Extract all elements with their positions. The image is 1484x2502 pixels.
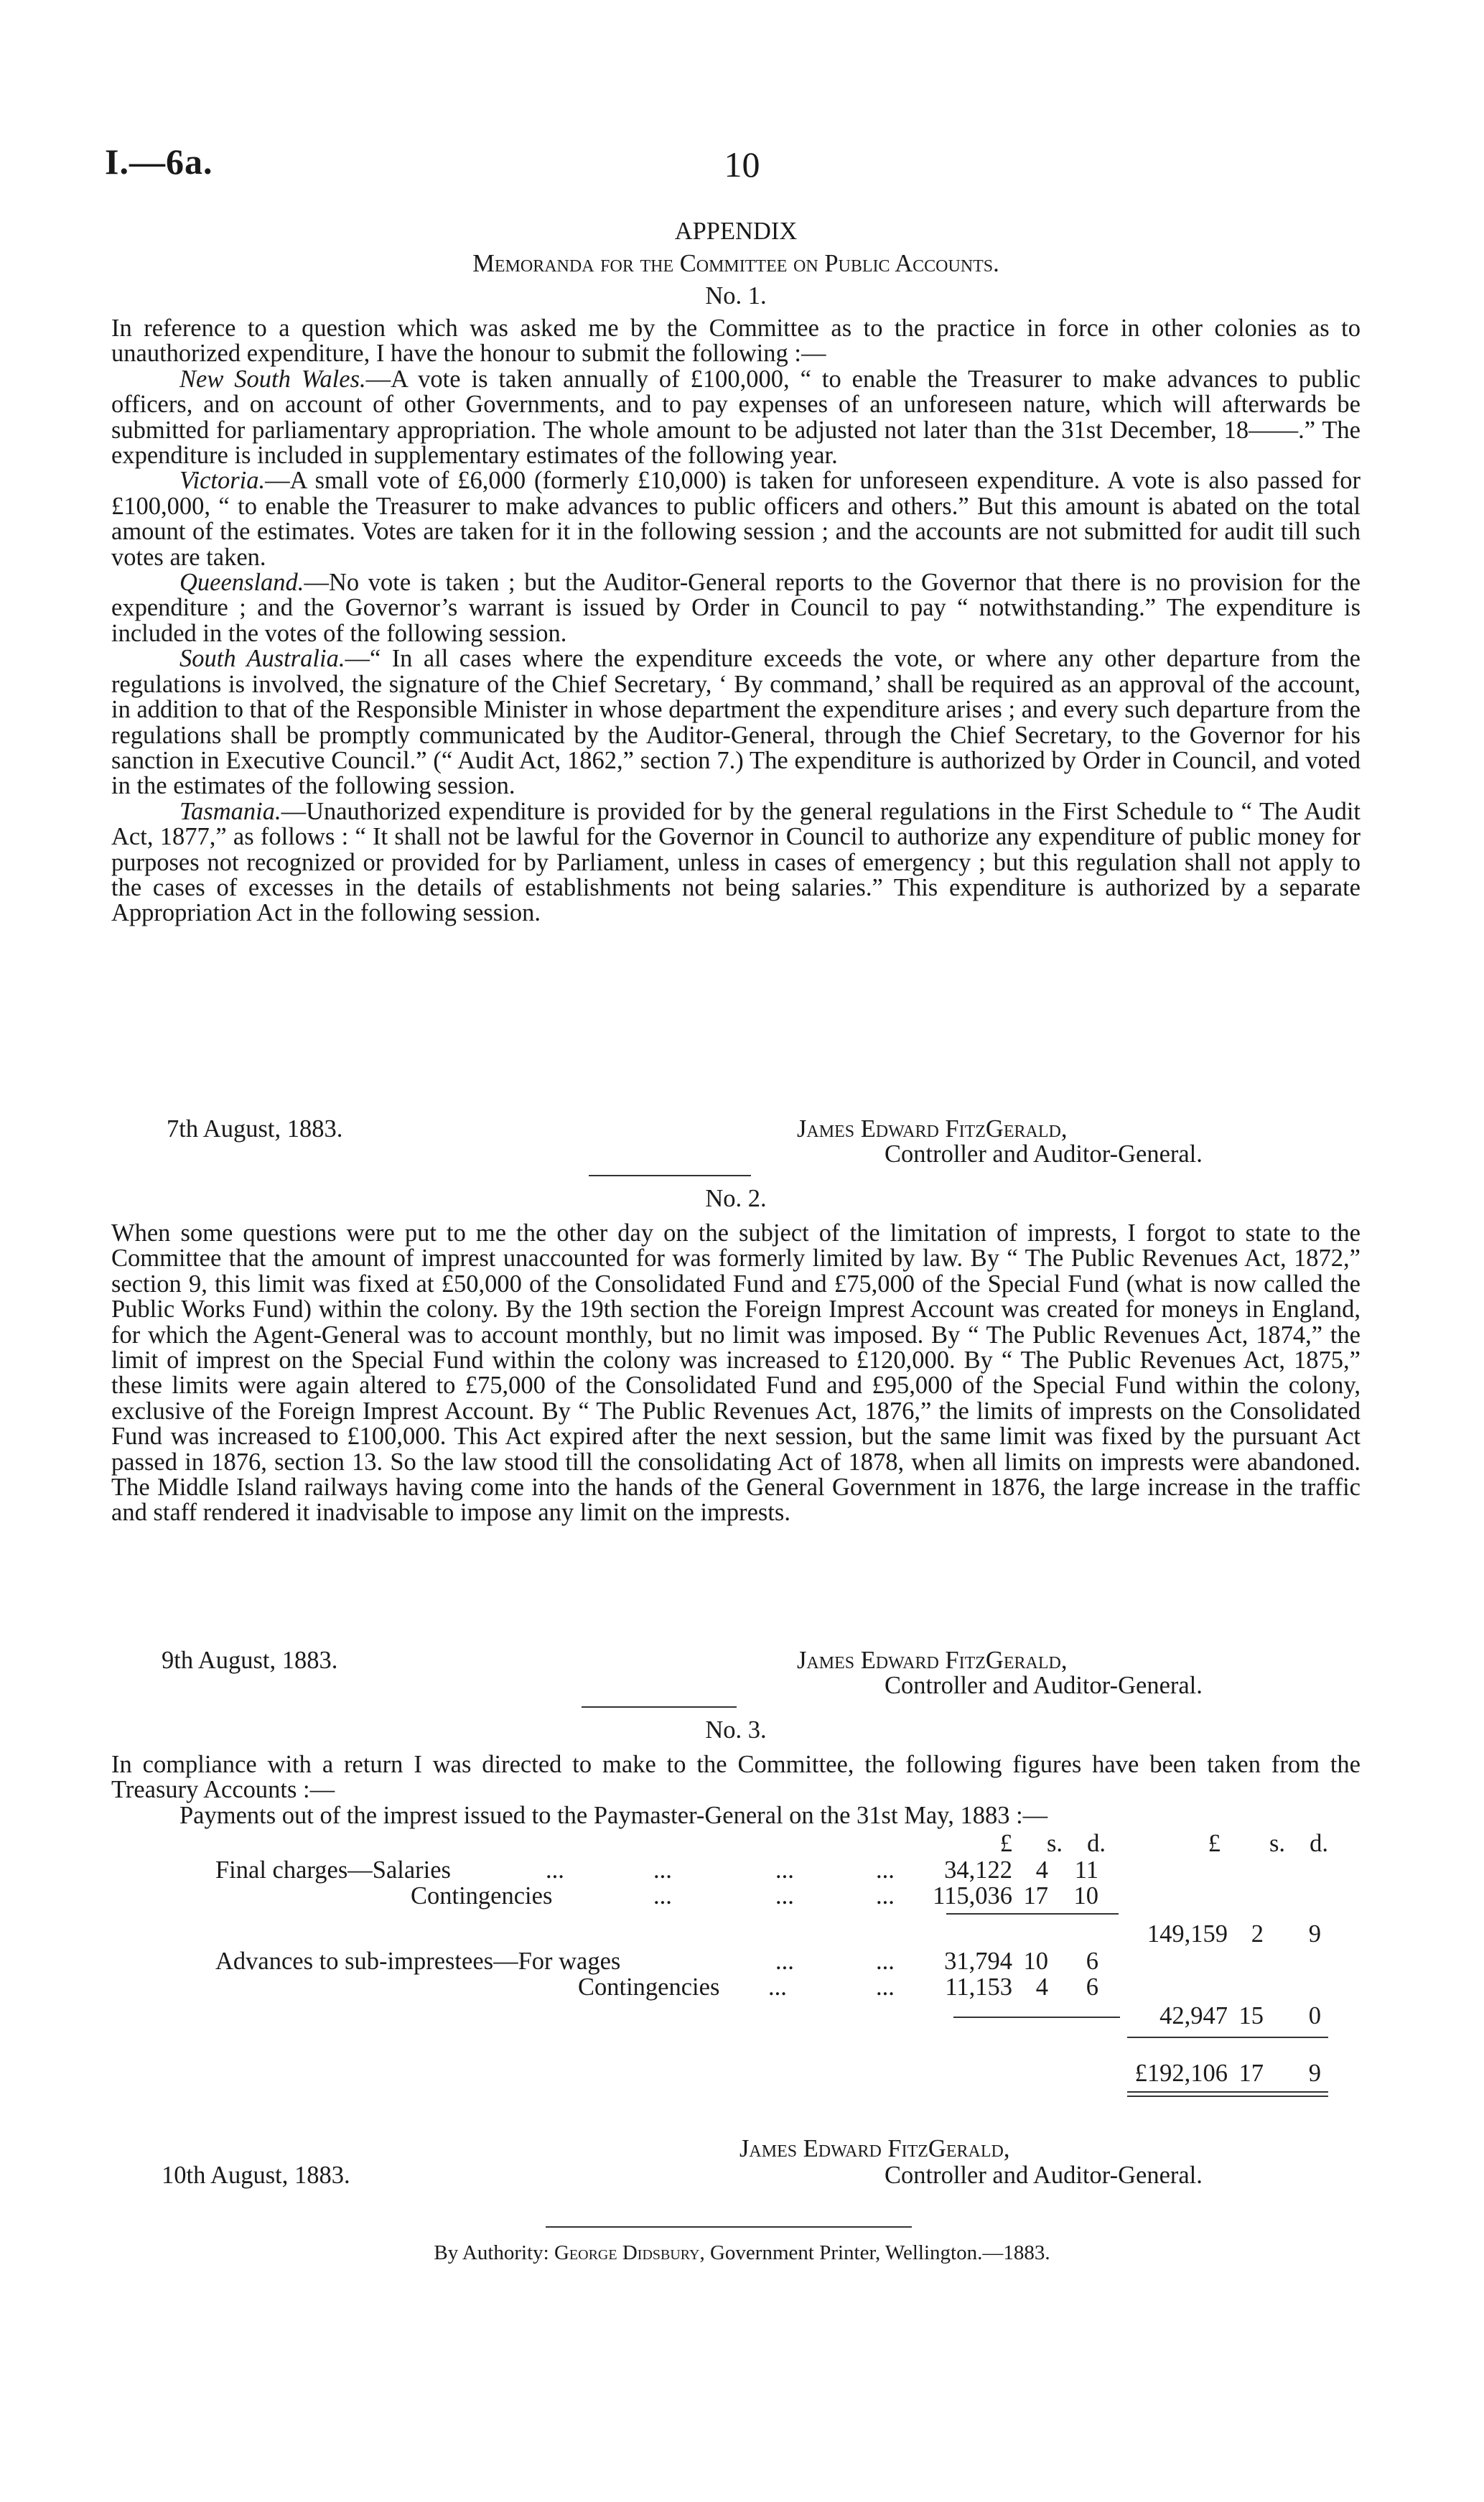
col-header-shillings: s. — [1046, 1830, 1063, 1857]
appendix-title: APPENDIX — [674, 218, 798, 245]
subtotal-pence: 0 — [1308, 2002, 1321, 2029]
subtotal-rule — [946, 1913, 1119, 1915]
table-cell-shillings: 4 — [1035, 1973, 1048, 2001]
col-header-shillings: s. — [1269, 1830, 1285, 1857]
leader-dots: ... — [653, 1882, 672, 1910]
imprint-suffix: Government Printer, Wellington.—1883. — [709, 2241, 1050, 2264]
memo1-nsw-paragraph — [111, 367, 1361, 469]
leader-dots: ... — [876, 1882, 895, 1910]
document-reference: I.—6a. — [105, 141, 213, 182]
memo1-date: 7th August, 1883. — [167, 1115, 343, 1143]
memo2-signatory: James Edward FitzGerald, — [797, 1647, 1068, 1674]
memo1-tas-label: Tasmania. — [179, 797, 281, 825]
leader-dots: ... — [546, 1856, 564, 1884]
memo1-vic-paragraph — [111, 468, 1361, 570]
separator-rule — [582, 1706, 737, 1708]
memo1-number: No. 1. — [705, 282, 767, 310]
memo1-qld-text: —No vote is taken ; but the Auditor-General reports to the Governor that there is no provision for the expenditure ; and the Governor’s warrant is issued by Order in Council to pay “ notwithstanding.” The expenditure is included in the votes of the following session. — [111, 569, 1361, 647]
total-shillings: 17 — [1238, 2060, 1264, 2087]
memo3-payments-line: Payments out of the imprest issued to the Paymaster-General on the 31st May, 1883 :— — [179, 1801, 1048, 1829]
appendix-subtitle: Memoranda for the Committee on Public Accounts. — [472, 250, 999, 277]
leader-dots: ... — [775, 1882, 794, 1910]
memo1-tas-paragraph — [111, 799, 1361, 926]
footer-rule — [546, 2226, 912, 2228]
table-cell-pence: 6 — [1086, 1948, 1098, 1975]
table-cell-shillings: 17 — [1023, 1882, 1048, 1910]
leader-dots: ... — [876, 1948, 895, 1975]
total-pence: 9 — [1308, 2060, 1321, 2087]
memo3-number: No. 3. — [705, 1716, 767, 1744]
total-rule — [1127, 2037, 1328, 2038]
table-cell-pounds: 34,122 — [944, 1856, 1012, 1884]
subtotal-shillings: 2 — [1251, 1920, 1264, 1948]
table-cell-pounds: 31,794 — [944, 1948, 1012, 1975]
imprint-prefix: By Authority: — [434, 2241, 549, 2264]
table-cell-shillings: 10 — [1023, 1948, 1048, 1975]
memo1-qld-label: Queensland. — [179, 569, 304, 597]
memo1-nsw-text: —A vote is taken annually of £100,000, “ to enable the Treasurer to make advances to public officers, and on account of other Governments, and to pay expenses of an unforeseen nature, which will afterwards be submitted for parliamentary appropriation. The whole amount to be adjusted not later than the 31st December, 18——.” The expenditure is included in supplementary estimates of the following year. — [111, 365, 1361, 470]
table-row-label: Advances to sub-imprestees—For wages — [215, 1948, 621, 1975]
leader-dots: ... — [775, 1856, 794, 1884]
memo3-body — [111, 1752, 1361, 1828]
leader-dots: ... — [653, 1856, 672, 1884]
total-double-rule — [1127, 2091, 1328, 2093]
total-pounds: £192,106 — [1134, 2060, 1228, 2087]
memo1-signatory-title: Controller and Auditor-General. — [885, 1140, 1203, 1168]
memo1-sa-text: —“ In all cases where the expenditure exceeds the vote, or where any other departure from the regulations is involved, the signature of the Chief Secretary, ‘ By command,’ shall be required as an approval of the account, in addition to that of the Responsible Minister in whose department the expenditure arises ; and every such departure from the regulations shall be promptly communicated by the Auditor-General, through the Chief Secretary, to the Governor for his sanction in Executive Council.” (“ Audit Act, 1862,” section 7.) The expenditure is authorized by Order in Council, and voted in the estimates of the following session. — [111, 645, 1361, 800]
table-cell-shillings: 4 — [1035, 1856, 1048, 1884]
subtotal-rule — [953, 2017, 1120, 2018]
col-header-pence: d. — [1087, 1830, 1106, 1857]
table-cell-pence: 10 — [1073, 1882, 1098, 1910]
total-double-rule — [1127, 2096, 1328, 2097]
memo3-signatory: James Edward FitzGerald, — [739, 2135, 1010, 2162]
memo2-text: When some questions were put to me the other day on the subject of the limitation of imprests, I forgot to state to the Committee that the amount of imprest unaccounted for was formerly limited by law. By “ The Public Revenues Act, 1872,” section 9, this limit was fixed at £50,000 of the Consolidated Fund and £75,000 of the Special Fund (what is now called the Public Works Fund) within the colony. By the 19th section the Foreign Imprest Account was created for moneys in England, for which the Agent-General was to account monthly, but no limit was imposed. By “ The Public Revenues Act, 1874,” the limit of imprest on the Special Fund within the colony was increased to £120,000. By “ The Public Revenues Act, 1875,” these limits were again altered to £75,000 of the Consolidated Fund and £95,000 of the Special Fund within the colony, exclusive of the Foreign Imprest Account. By “ The Public Revenues Act, 1876,” the limits of imprests on the Consolidated Fund was increased to £100,000. This Act expired after the next session, but the same limit was fixed by the pursuant Act passed in 1876, section 13. So the law stood till the consolidating Act of 1878, when all limits on imprests were abandoned. The Middle Island railways having come into the hands of the General Government in 1876, the large increase in the traffic and staff rendered it inadvisable to impose any limit on the imprests. — [111, 1219, 1361, 1527]
table-cell-pence: 6 — [1086, 1973, 1098, 2001]
subtotal-pence: 9 — [1308, 1920, 1321, 1948]
col-header-pounds: £ — [1208, 1830, 1221, 1857]
memo3-date: 10th August, 1883. — [162, 2162, 350, 2189]
memo1-intro: In reference to a question which was asked me by the Committee as to the practice in force in other colonies as to unauthorized expenditure, I have the honour to submit the following :— — [111, 315, 1361, 368]
memo2-signatory-title: Controller and Auditor-General. — [885, 1672, 1203, 1699]
leader-dots: ... — [775, 1948, 794, 1975]
table-row-label: Contingencies — [411, 1882, 553, 1910]
memo1-sa-label: South Australia. — [179, 645, 345, 673]
table-row-label: Final charges—Salaries — [215, 1856, 451, 1884]
subtotal-pounds: 149,159 — [1147, 1920, 1228, 1948]
subtotal-pounds: 42,947 — [1159, 2002, 1228, 2029]
memo1-nsw-label: New South Wales. — [179, 365, 366, 393]
memo1-sa-paragraph — [111, 646, 1361, 799]
table-cell-pence: 11 — [1074, 1856, 1098, 1884]
memo3-intro: In compliance with a return I was directed to make to the Committee, the following figures have been taken from the Treasury Accounts :— — [111, 1751, 1361, 1804]
memo2-date: 9th August, 1883. — [162, 1647, 338, 1674]
table-cell-pounds: 11,153 — [945, 1973, 1012, 2001]
memo2-number: No. 2. — [705, 1185, 767, 1212]
table-cell-pounds: 115,036 — [933, 1882, 1012, 1910]
col-header-pounds: £ — [999, 1830, 1012, 1857]
printer-name: George Didsbury, — [554, 2241, 705, 2264]
subtotal-shillings: 15 — [1238, 2002, 1264, 2029]
separator-rule — [589, 1175, 751, 1176]
leader-dots: ... — [768, 1973, 787, 2001]
page-number: 10 — [724, 144, 760, 185]
memo1-vic-label: Victoria. — [179, 467, 266, 495]
memo2-body — [111, 1221, 1361, 1526]
col-header-pence: d. — [1310, 1830, 1328, 1857]
memo1-tas-text: —Unauthorized expenditure is provided for by the general regulations in the First Schedule to “ The Audit Act, 1877,” as follows : “ It shall not be lawful for the Governor in Council to authorize any expenditure of public money for purposes not recognized or provided for by Parliament, unless in cases of emergency ; but this regulation shall not apply to the cases of excesses in the details of establishments not being salaries.” This expenditure is authorized by a separate Appropriation Act in the following session. — [111, 797, 1361, 927]
memo1-qld-paragraph — [111, 570, 1361, 646]
memo1-vic-text: —A small vote of £6,000 (formerly £10,000) is taken for unforeseen expenditure. A vote is also passed for £100,000, “ to enable the Treasurer to make advances to public officers and others.” But this amount is abated on the total amount of the estimates. Votes are taken for it in the following session ; and the accounts are not submitted for audit till such votes are taken. — [111, 467, 1361, 571]
memo1-signatory: James Edward FitzGerald, — [797, 1115, 1068, 1143]
printer-imprint — [0, 2241, 1484, 2265]
leader-dots: ... — [876, 1856, 895, 1884]
table-row-label: Contingencies — [578, 1973, 720, 2001]
memo1-body — [111, 316, 1361, 926]
memo3-signatory-title: Controller and Auditor-General. — [885, 2162, 1203, 2189]
leader-dots: ... — [876, 1973, 895, 2001]
